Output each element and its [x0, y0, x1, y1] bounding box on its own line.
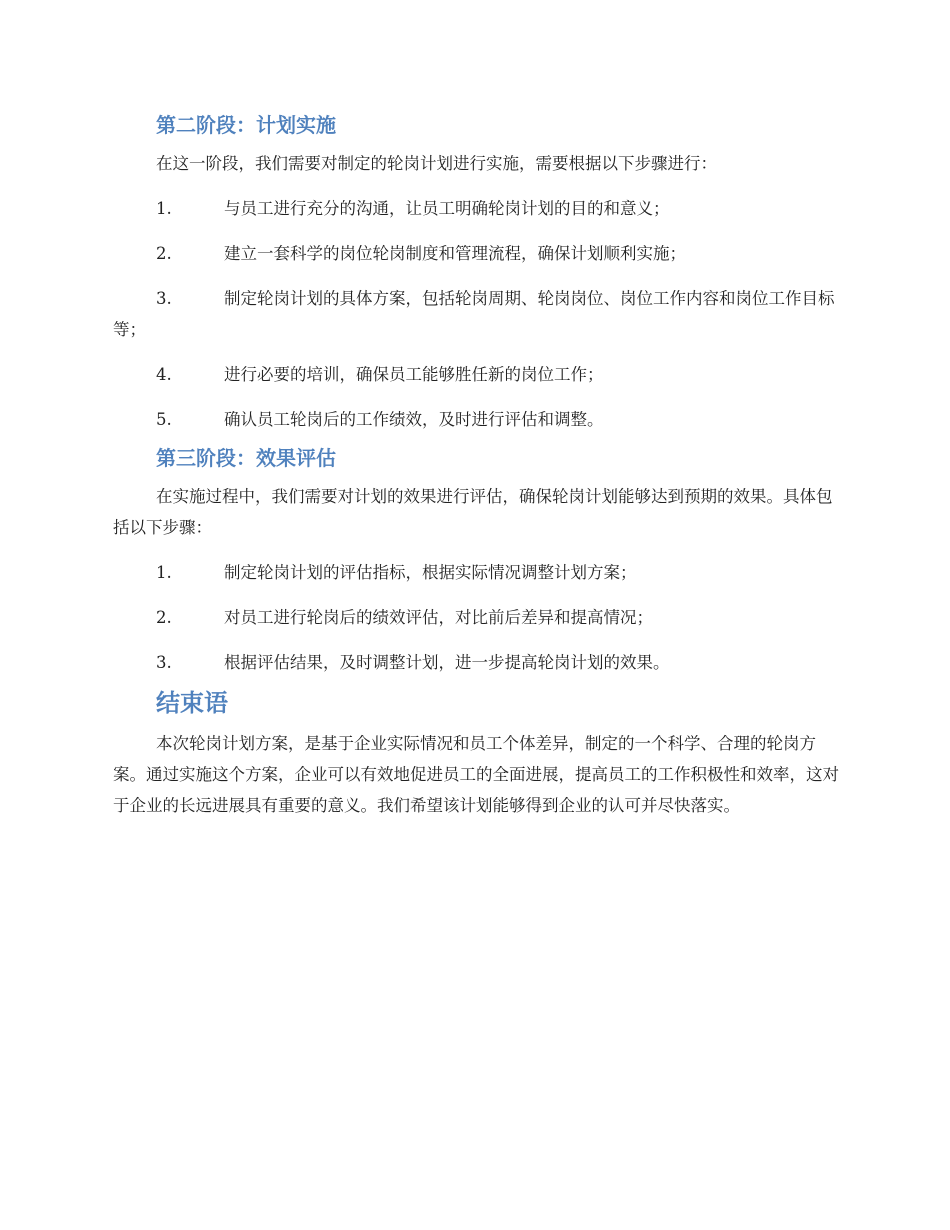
list-item	[113, 283, 840, 345]
list-item	[113, 193, 840, 224]
list-item	[113, 647, 840, 678]
list-item	[113, 602, 840, 633]
list-number: 1.	[156, 199, 172, 218]
list-text: 制定轮岗计划的具体方案，包括轮岗周期、轮岗岗位、岗位工作内容和岗位工作目标等；	[113, 289, 835, 339]
list-text: 与员工进行充分的沟通，让员工明确轮岗计划的目的和意义；	[224, 199, 670, 218]
list-text: 建立一套科学的岗位轮岗制度和管理流程，确保计划顺利实施；	[224, 244, 686, 263]
list-text: 制定轮岗计划的评估指标，根据实际情况调整计划方案；	[224, 563, 637, 582]
conclusion-paragraph: 本次轮岗计划方案，是基于企业实际情况和员工个体差异，制定的一个科学、合理的轮岗方案。通过实施这个方案，企业可以有效地促进员工的全面进展，提高员工的工作积极性和效率，这对于企业的长远进展具有重要的意义。我们希望该计划能够得到企业的认可并尽快落实。	[113, 734, 839, 815]
list-number: 2.	[156, 608, 172, 627]
section-heading-stage-two: 第二阶段：计划实施	[156, 113, 336, 137]
list-text: 对员工进行轮岗后的绩效评估，对比前后差异和提高情况；	[224, 608, 653, 627]
conclusion-heading: 结束语	[156, 689, 228, 717]
list-number: 2.	[156, 244, 172, 263]
section-intro-paragraph: 在这一阶段，我们需要对制定的轮岗计划进行实施，需要根据以下步骤进行：	[156, 154, 717, 173]
list-item	[113, 404, 840, 435]
list-number: 4.	[156, 365, 172, 384]
list-text: 进行必要的培训，确保员工能够胜任新的岗位工作；	[224, 365, 604, 384]
list-item	[113, 359, 840, 390]
list-number: 3.	[156, 289, 172, 308]
list-text: 根据评估结果，及时调整计划，进一步提高轮岗计划的效果。	[224, 653, 670, 672]
list-number: 1.	[156, 563, 172, 582]
list-text: 确认员工轮岗后的工作绩效，及时进行评估和调整。	[224, 410, 604, 429]
document-content	[113, 108, 840, 821]
list-item	[113, 557, 840, 588]
list-item	[113, 238, 840, 269]
list-number: 5.	[156, 410, 172, 429]
section-intro-paragraph: 在实施过程中，我们需要对计划的效果进行评估，确保轮岗计划能够达到预期的效果。具体包括以下步骤：	[113, 487, 833, 537]
list-number: 3.	[156, 653, 172, 672]
section-heading-stage-three: 第三阶段：效果评估	[156, 446, 336, 470]
